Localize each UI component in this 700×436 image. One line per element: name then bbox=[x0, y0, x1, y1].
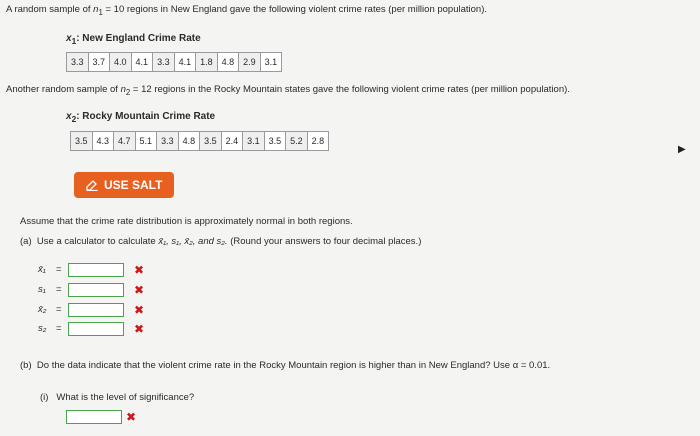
table-cell: 2.9 bbox=[239, 53, 261, 72]
table-cell: 3.7 bbox=[88, 53, 110, 72]
wrong-x-icon: ✖ bbox=[126, 410, 137, 424]
table-cell: 3.3 bbox=[157, 132, 179, 151]
equals-sign: = bbox=[56, 264, 62, 275]
rocky-mountain-table bbox=[70, 131, 329, 151]
table-cell: 3.5 bbox=[264, 132, 286, 151]
table-cell: 3.3 bbox=[67, 53, 89, 72]
xbar1-label: x̄₁ bbox=[38, 264, 46, 275]
table-cell: 3.5 bbox=[71, 132, 93, 151]
table-cell: 3.1 bbox=[243, 132, 265, 151]
equals-sign: = bbox=[56, 284, 62, 295]
wrong-x-icon: ✖ bbox=[134, 322, 145, 336]
table-cell: 4.0 bbox=[110, 53, 132, 72]
s2-input[interactable] bbox=[68, 322, 124, 336]
table-cell: 2.4 bbox=[221, 132, 243, 151]
pencil-icon bbox=[86, 179, 98, 191]
part-b-i-prompt: (i) What is the level of significance? bbox=[40, 392, 195, 403]
xbar1-input[interactable] bbox=[68, 263, 124, 277]
intro-text: A random sample of $n_1 = 10$ regions in New England gave the following violent crime rates (per million population). bbox=[6, 4, 488, 17]
intro2-text: Another random sample of $n_2 = 12$ regions in the Rocky Mountain states gave the following violent crime rates (per million population). bbox=[6, 84, 570, 97]
table2-title: $x_2$: Rocky Mountain Crime Rate bbox=[66, 111, 216, 124]
table-cell: 4.7 bbox=[114, 132, 136, 151]
xbar2-label: x̄₂ bbox=[38, 304, 47, 315]
significance-input[interactable] bbox=[66, 410, 122, 424]
table-cell: 4.1 bbox=[174, 53, 196, 72]
s1-label: s₁ bbox=[38, 284, 46, 295]
table-cell: 4.3 bbox=[92, 132, 114, 151]
part-b-prompt: (b) Do the data indicate that the violent crime rate in the Rocky Mountain region is higher than in New England? Use α = 0.01. bbox=[20, 360, 551, 371]
xbar2-input[interactable] bbox=[68, 303, 124, 317]
table-cell: 5.2 bbox=[286, 132, 308, 151]
table1-title: $x_1$: New England Crime Rate bbox=[66, 33, 201, 46]
table-cell: 3.1 bbox=[260, 53, 282, 72]
part-a-prompt: (a) Use a calculator to calculate x̄₁, s₁, x̄₂, and s₂. (Round your answers to four decimal places.) bbox=[20, 236, 422, 247]
wrong-x-icon: ✖ bbox=[134, 303, 145, 317]
table-cell: 4.8 bbox=[178, 132, 200, 151]
use-salt-button[interactable] bbox=[74, 172, 174, 198]
table-cell: 3.3 bbox=[153, 53, 175, 72]
table-cell: 4.1 bbox=[131, 53, 153, 72]
equals-sign: = bbox=[56, 304, 62, 315]
s1-input[interactable] bbox=[68, 283, 124, 297]
table-cell: 2.8 bbox=[307, 132, 329, 151]
table-cell: 4.8 bbox=[217, 53, 239, 72]
s2-label: s₂ bbox=[38, 323, 47, 334]
table-cell: 5.1 bbox=[135, 132, 157, 151]
new-england-table bbox=[66, 52, 282, 72]
cursor-arrow-icon: ▶ bbox=[678, 144, 686, 155]
assumption-text: Assume that the crime rate distribution is approximately normal in both regions. bbox=[20, 216, 353, 227]
equals-sign: = bbox=[56, 323, 62, 334]
wrong-x-icon: ✖ bbox=[134, 283, 145, 297]
table-cell: 3.5 bbox=[200, 132, 222, 151]
table-cell: 1.8 bbox=[196, 53, 218, 72]
use-salt-label: USE SALT bbox=[104, 178, 163, 192]
wrong-x-icon: ✖ bbox=[134, 263, 145, 277]
